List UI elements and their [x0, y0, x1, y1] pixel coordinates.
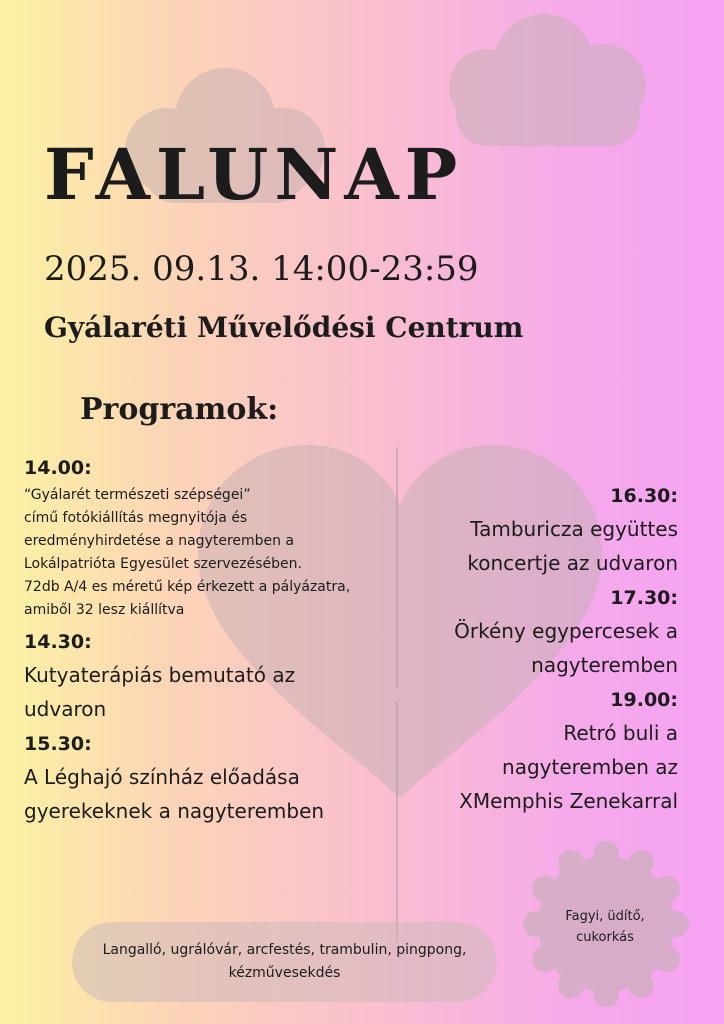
programs-heading: Programok:	[80, 392, 279, 427]
program-item	[24, 626, 394, 726]
event-datetime: 2025. 09.13. 14:00-23:59	[44, 249, 479, 289]
program-time: 14.00:	[24, 457, 92, 479]
activities-text	[85, 939, 485, 985]
badge-line: Fagyi, üdítő,	[565, 909, 645, 924]
program-description	[24, 658, 394, 726]
program-description-line: című fotókiállítás megnyitója és	[24, 510, 248, 526]
program-description-line: Kutyaterápiás bemutató az	[24, 663, 296, 687]
program-description-line: A Léghajó színház előadása	[24, 765, 300, 789]
program-description	[358, 512, 678, 580]
program-description-line: gyerekeknek a nagyteremben	[24, 799, 325, 823]
refreshments-badge-text	[540, 906, 670, 948]
program-description-line: koncertje az udvaron	[467, 551, 678, 575]
program-item	[24, 728, 394, 828]
program-item	[24, 452, 394, 622]
cloud-right-decoration	[432, 12, 658, 162]
event-title: FALUNAP	[44, 133, 464, 216]
program-description-line: udvaron	[24, 697, 107, 721]
program-description-line: 72db A/4 es méretű kép érkezett a pályázatra,	[24, 579, 351, 595]
program-description	[24, 484, 394, 622]
badge-line: cukorkás	[576, 930, 634, 945]
activities-line: kézművesekdés	[228, 965, 341, 981]
program-description-line: XMemphis Zenekarral	[459, 789, 678, 813]
program-column-right	[358, 480, 678, 820]
program-description-line: nagyteremben	[531, 653, 678, 677]
program-description-line: eredményhirdetése a nagyteremben a	[24, 533, 295, 549]
program-time: 17.30:	[610, 587, 678, 609]
program-time: 14.30:	[24, 631, 92, 653]
program-description-line: amiből 32 lesz kiállítva	[24, 602, 185, 618]
activities-line: Langalló, ugrálóvár, arcfestés, trambulin, pingpong,	[102, 942, 467, 958]
program-time: 15.30:	[24, 733, 92, 755]
program-description-line: Retró buli a	[563, 721, 678, 745]
program-item	[358, 582, 678, 682]
program-column-left	[24, 452, 394, 830]
program-description	[358, 716, 678, 818]
program-description-line: Örkény egypercesek a	[454, 619, 678, 643]
program-description	[358, 614, 678, 682]
program-time: 16.30:	[610, 485, 678, 507]
program-description-line: nagyteremben az	[502, 755, 678, 779]
activities-banner	[72, 922, 497, 1002]
program-description	[24, 760, 394, 828]
program-description-line: Lokálpatrióta Egyesület szervezésében.	[24, 556, 302, 572]
program-item	[358, 480, 678, 580]
program-description-line: “Gyálarét természeti szépségei”	[24, 487, 251, 503]
program-item	[358, 684, 678, 818]
program-time: 19.00:	[610, 689, 678, 711]
event-venue: Gyálaréti Művelődési Centrum	[44, 311, 524, 344]
program-description-line: Tamburicza együttes	[470, 517, 678, 541]
